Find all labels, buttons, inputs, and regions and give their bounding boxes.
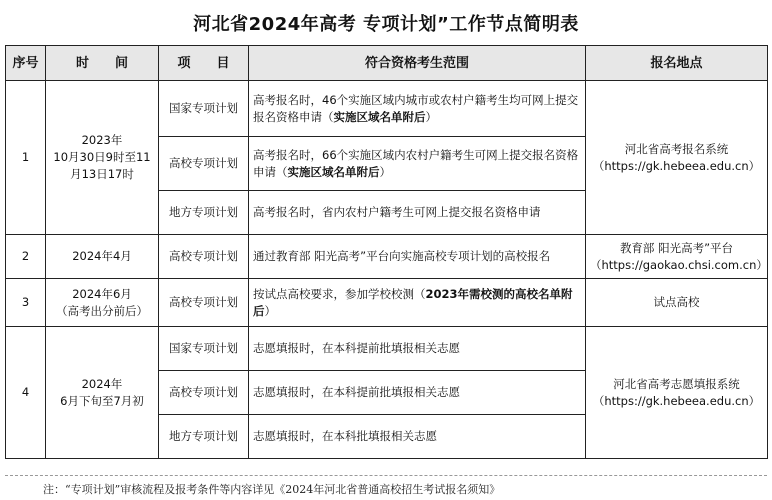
header-scope: 符合资格考生范围 bbox=[249, 46, 586, 81]
time-text: 2024年 6月下旬至7月初 bbox=[60, 376, 144, 408]
scope-end: ） bbox=[264, 303, 276, 318]
scope-text: 按试点高校要求，参加学校校测（ bbox=[253, 286, 426, 301]
time-text: 2023年 10月30日9时至11 月13日17时 bbox=[53, 133, 151, 181]
table-row bbox=[6, 81, 768, 137]
row-item: 高校专项计划 bbox=[159, 279, 249, 327]
page-title: 河北省2024年高考 专项计划”工作节点简明表 bbox=[193, 13, 579, 35]
place-text: 河北省高考志愿填报系统 （https://gk.hebeea.edu.cn） bbox=[592, 376, 761, 408]
row-item: 国家专项计划 bbox=[159, 81, 249, 137]
divider bbox=[5, 475, 767, 476]
row-scope: 志愿填报时，在本科批填报相关志愿 bbox=[249, 415, 586, 459]
row-place: 试点高校 bbox=[586, 279, 768, 327]
table-row bbox=[6, 235, 768, 279]
row-time bbox=[46, 327, 159, 459]
header-no: 序号 bbox=[6, 46, 46, 81]
place-text: 教育部 阳光高考”平台 （https://gaokao.chsi.com.cn） bbox=[590, 240, 768, 272]
row-scope: 通过教育部 阳光高考”平台向实施高校专项计划的高校报名 bbox=[249, 235, 586, 279]
row-scope bbox=[249, 81, 586, 137]
row-scope bbox=[249, 137, 586, 191]
header-row bbox=[6, 46, 768, 81]
row-time bbox=[46, 279, 159, 327]
table-row bbox=[6, 279, 768, 327]
row-place bbox=[586, 327, 768, 459]
row-item: 地方专项计划 bbox=[159, 191, 249, 235]
time-text: 2024年6月 （高考出分前后） bbox=[56, 286, 148, 318]
row-number: 4 bbox=[6, 327, 46, 459]
row-number: 1 bbox=[6, 81, 46, 235]
scope-text: 高考报名时，46个实施区域内城市或农村户籍考生均可网上提交报名资格申请（ bbox=[253, 92, 579, 124]
footnote: 注：“专项计划”审核流程及报考条件等内容详见《2024年河北省普通高校招生考试报名须知》 bbox=[43, 483, 501, 496]
row-number: 3 bbox=[6, 279, 46, 327]
row-scope bbox=[249, 279, 586, 327]
scope-end: ） bbox=[379, 164, 391, 179]
scope-text: 高考报名时，66个实施区域内农村户籍考生可网上提交报名资格申请（ bbox=[253, 147, 579, 179]
work-node-table bbox=[5, 45, 768, 459]
row-place bbox=[586, 81, 768, 235]
scope-end: ） bbox=[425, 109, 437, 124]
scope-bold: 实施区域名单附后 bbox=[333, 109, 426, 124]
row-item: 地方专项计划 bbox=[159, 415, 249, 459]
row-scope: 志愿填报时，在本科提前批填报相关志愿 bbox=[249, 371, 586, 415]
row-item: 高校专项计划 bbox=[159, 371, 249, 415]
header-place: 报名地点 bbox=[586, 46, 768, 81]
row-scope: 志愿填报时，在本科提前批填报相关志愿 bbox=[249, 327, 586, 371]
scope-bold: 实施区域名单附后 bbox=[287, 164, 380, 179]
scope-bold: 2023年需校测的高校名单附后 bbox=[253, 286, 573, 318]
row-item: 国家专项计划 bbox=[159, 327, 249, 371]
row-scope: 高考报名时，省内农村户籍考生可网上提交报名资格申请 bbox=[249, 191, 586, 235]
row-time bbox=[46, 81, 159, 235]
table-row bbox=[6, 327, 768, 371]
row-place bbox=[586, 235, 768, 279]
place-text: 河北省高考报名系统 （https://gk.hebeea.edu.cn） bbox=[592, 141, 761, 173]
header-time: 时 间 bbox=[46, 46, 159, 81]
row-item: 高校专项计划 bbox=[159, 137, 249, 191]
header-item: 项 目 bbox=[159, 46, 249, 81]
row-number: 2 bbox=[6, 235, 46, 279]
row-item: 高校专项计划 bbox=[159, 235, 249, 279]
row-time: 2024年4月 bbox=[46, 235, 159, 279]
